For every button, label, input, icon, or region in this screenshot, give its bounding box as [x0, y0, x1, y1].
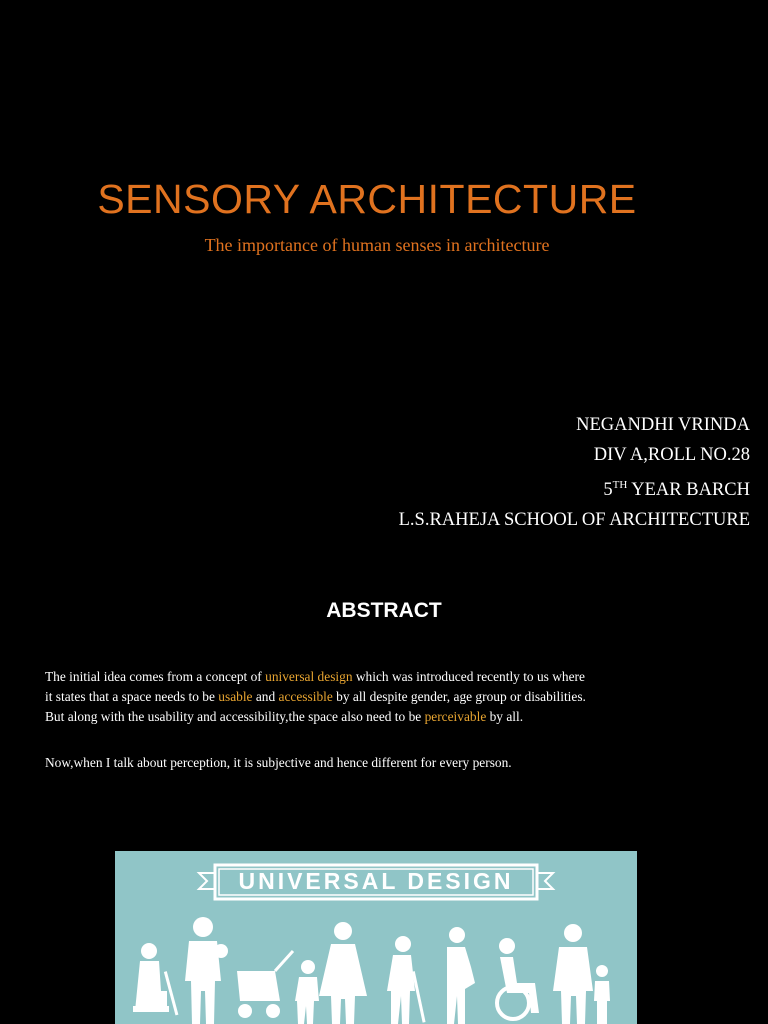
- abstract-paragraph-2: Now,when I talk about perception, it is subjective and hence different for every person.: [45, 755, 512, 770]
- author-div-roll: DIV A,ROLL NO.28: [593, 445, 750, 465]
- abstract-paragraph-1: The initial idea comes from a concept of universal design which was introduced recently to us where it states that a space needs to be usable and accessible by all despite gender, age group or disabilities. But along with the usability and accessibility,the space also need to be perceivable by all.: [45, 669, 586, 724]
- universal-design-illustration: [115, 851, 637, 1024]
- author-name: NEGANDHI VRINDA: [576, 415, 750, 435]
- author-school: L.S.RAHEJA SCHOOL OF ARCHITECTURE: [398, 510, 750, 531]
- highlight-perceivable: perceivable: [424, 709, 487, 724]
- universal-design-figures-icon: [115, 851, 637, 1024]
- slide-title: SENSORY ARCHITECTURE: [97, 176, 637, 222]
- slide-subtitle: The importance of human senses in architecture: [204, 235, 550, 255]
- highlight-usable: usable: [218, 689, 253, 704]
- highlight-universal-design: universal design: [265, 669, 353, 684]
- banner-text: UNIVERSAL DESIGN: [238, 868, 514, 894]
- highlight-accessible: accessible: [278, 689, 333, 704]
- abstract-heading: ABSTRACT: [326, 599, 442, 622]
- author-block: [399, 410, 750, 535]
- author-year: 5TH YEAR BARCH: [603, 479, 750, 501]
